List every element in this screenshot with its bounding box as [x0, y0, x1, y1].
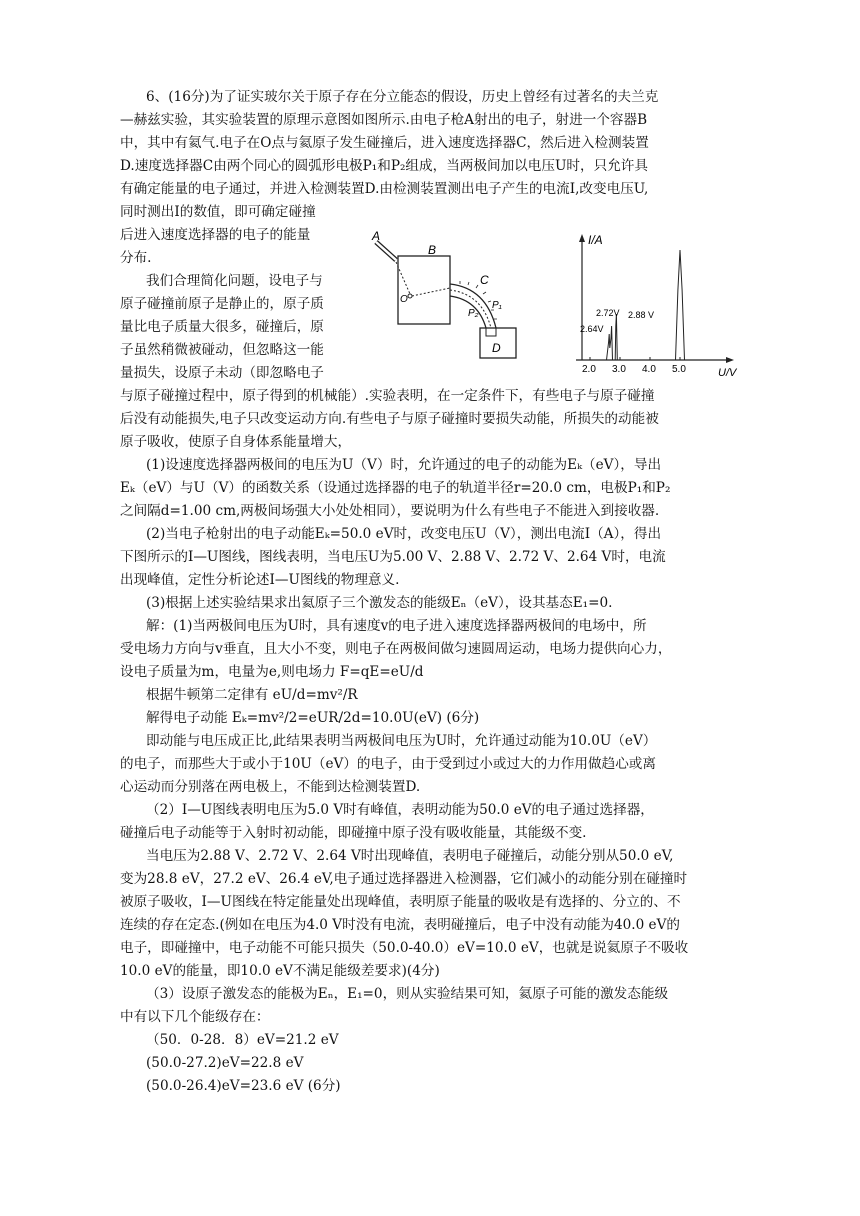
text-line: 量损失，设原子未动（即忽略电子: [120, 365, 324, 381]
text-line: 根据牛顿第二定律有 eU/d=mv²/R: [146, 687, 358, 703]
text-line: Eₖ（eV）与U（V）的函数关系（设通过选择器的电子的轨道半径r=20.0 cm，电极P₁和P₂: [120, 480, 671, 496]
text-line: 后进入速度选择器的电子的能量: [120, 227, 311, 243]
text-line: 碰撞后电子动能等于入射时初动能，即碰撞中原子没有吸收能量，其能级不变.: [120, 825, 587, 841]
peak-label: 2.64V: [580, 324, 604, 334]
text-line: 后没有动能损失,电子只改变运动方向.有些电子与原子碰撞时要损失动能，所损失的动能被: [120, 411, 659, 427]
text-line: 之间隔d=1.00 cm,两极间场强大小处处相同），要说明为什么有些电子不能进入到接收器.: [120, 503, 660, 519]
text-line: 连续的存在定态.(例如在电压为4.0 V时没有电流，表明碰撞后，电子中没有动能为40.0 eV的: [120, 917, 681, 933]
peak-label: 2.72V: [596, 308, 620, 318]
text-line: 解得电子动能 Eₖ=mv²/2=eUR/2d=10.0U(eV) (6分): [146, 710, 480, 726]
text-line: 心运动而分别落在两电极上，不能到达检测装置D.: [120, 779, 421, 795]
text-line: 量比电子质量大很多，碰撞后，原: [120, 319, 324, 335]
text-line: 原子吸收，使原子自身体系能量增大，: [120, 434, 352, 450]
text-line: (2)当电子枪射出的电子动能Eₖ=50.0 eV时，改变电压U（V），测出电流I（A），得出: [146, 526, 662, 542]
text-line: 分布.: [120, 250, 152, 266]
text-line: 6、(16分)为了证实玻尔关于原子存在分立能态的假设，历史上曾经有过著名的夫兰克: [146, 89, 659, 105]
text-line: 出现峰值，定性分析论述I—U图线的物理意义.: [120, 572, 400, 588]
text-line: (50.0-26.4)eV=23.6 eV (6分): [146, 1078, 341, 1094]
text-line: 有确定能量的电子通过，并进入检测装置D.由检测装置测出电子产生的电流I,改变电压U,: [120, 181, 649, 197]
text-line: 受电场力方向与v垂直，且大小不变，则电子在两极间做匀速圆周运动，电场力提供向心力，: [120, 641, 672, 657]
iu-curve: [590, 250, 720, 360]
text-line: 变为28.8 eV，27.2 eV、26.4 eV,电子通过选择器进入检测器，它们减小的动能分别在碰撞时: [120, 871, 688, 887]
container-b: [398, 256, 450, 324]
label-c: C: [480, 273, 489, 287]
apparatus-diagram: [368, 228, 548, 380]
text-line: 同时测出I的数值，即可确定碰撞: [120, 204, 316, 220]
text-line: 原子碰撞前原子是静止的，原子质: [120, 296, 324, 312]
text-line: D.速度选择器C由两个同心的圆弧形电极P₁和P₂组成，当两极间加以电压U时，只允许具: [120, 158, 648, 174]
x-tick-label: 4.0: [642, 364, 656, 375]
x-axis-label: U/V: [718, 367, 737, 379]
text-line: 即动能与电压成正比,此结果表明当两极间电压为U时，允许通过动能为10.0U（eV）: [146, 733, 657, 749]
text-line: 当电压为2.88 V、2.72 V、2.64 V时出现峰值，表明电子碰撞后，动能分别从50.0 eV,: [146, 848, 674, 864]
label-d: D: [492, 341, 501, 355]
x-tick-label: 3.0: [612, 364, 626, 375]
text-line: (50.0-27.2)eV=22.8 eV: [146, 1055, 304, 1071]
y-axis-label: I/A: [588, 233, 603, 247]
peak-label: 2.88 V: [628, 310, 655, 320]
text-line: （50．0-28．8）eV=21.2 eV: [146, 1032, 339, 1048]
text-line: 电子，即碰撞中，电子动能不可能只损失（50.0-40.0）eV=10.0 eV，也就是说氦原子不吸收: [120, 940, 689, 956]
label-p2: P₂: [468, 308, 479, 319]
label-o: O: [400, 294, 408, 305]
text-line: 被原子吸收，I—U图线在特定能量处出现峰值，表明原子能量的吸收是有选择的、分立的、不: [120, 894, 681, 910]
text-line: —赫兹实验，其实验装置的原理示意图如图所示.由电子枪A射出的电子，射进一个容器B: [120, 112, 648, 128]
text-line: 我们合理简化问题，设电子与: [146, 273, 323, 289]
label-a: A: [372, 229, 381, 243]
text-line: 的电子，而那些大于或小于10U（eV）的电子，由于受到过小或过大的力作用做趋心或离: [120, 756, 656, 772]
text-line: 10.0 eV的能量，即10.0 eV不满足能级差要求)(4分): [120, 963, 440, 979]
text-line: （2）I—U图线表明电压为5.0 V时有峰值，表明动能为50.0 eV的电子通过选择器，: [146, 802, 654, 818]
text-line: 与原子碰撞过程中，原子得到的机械能）.实验表明，在一定条件下，有些电子与原子碰撞: [120, 388, 655, 404]
text-line: (1)设速度选择器两极间的电压为U（V）时，允许通过的电子的动能为Eₖ（eV），导出: [146, 457, 662, 473]
text-line: 中，其中有氦气.电子在O点与氦原子发生碰撞后，进入速度选择器C，然后进入检测装置: [120, 135, 649, 151]
text-line: (3)根据上述实验结果求出氦原子三个激发态的能级Eₙ（eV），设其基态E₁=0.: [146, 595, 613, 611]
text-line: 中有以下几个能级存在：: [120, 1009, 270, 1025]
label-b: B: [428, 243, 437, 257]
text-line: 设电子质量为m，电量为e,则电场力 F=qE=eU/d: [120, 664, 424, 680]
label-p1: P₁: [492, 300, 502, 311]
text-line: 解：(1)当两极间电压为U时，具有速度v的电子进入速度选择器两极间的电场中，所: [146, 618, 647, 634]
x-tick-label: 5.0: [672, 364, 686, 375]
text-line: 下图所示的I—U图线，图线表明，当电压U为5.00 V、2.88 V、2.72 V、2.64 V时，电流: [120, 549, 666, 565]
text-line: （3）设原子激发态的能极为Eₙ，E₁=0，则从实验结果可知，氦原子可能的激发态能级: [146, 986, 669, 1002]
collision-point-o: [408, 294, 412, 298]
iu-graph: [570, 230, 740, 380]
text-line: 子虽然稍微被碰动，但忽略这一能: [120, 342, 324, 358]
x-tick-label: 2.0: [582, 364, 596, 375]
